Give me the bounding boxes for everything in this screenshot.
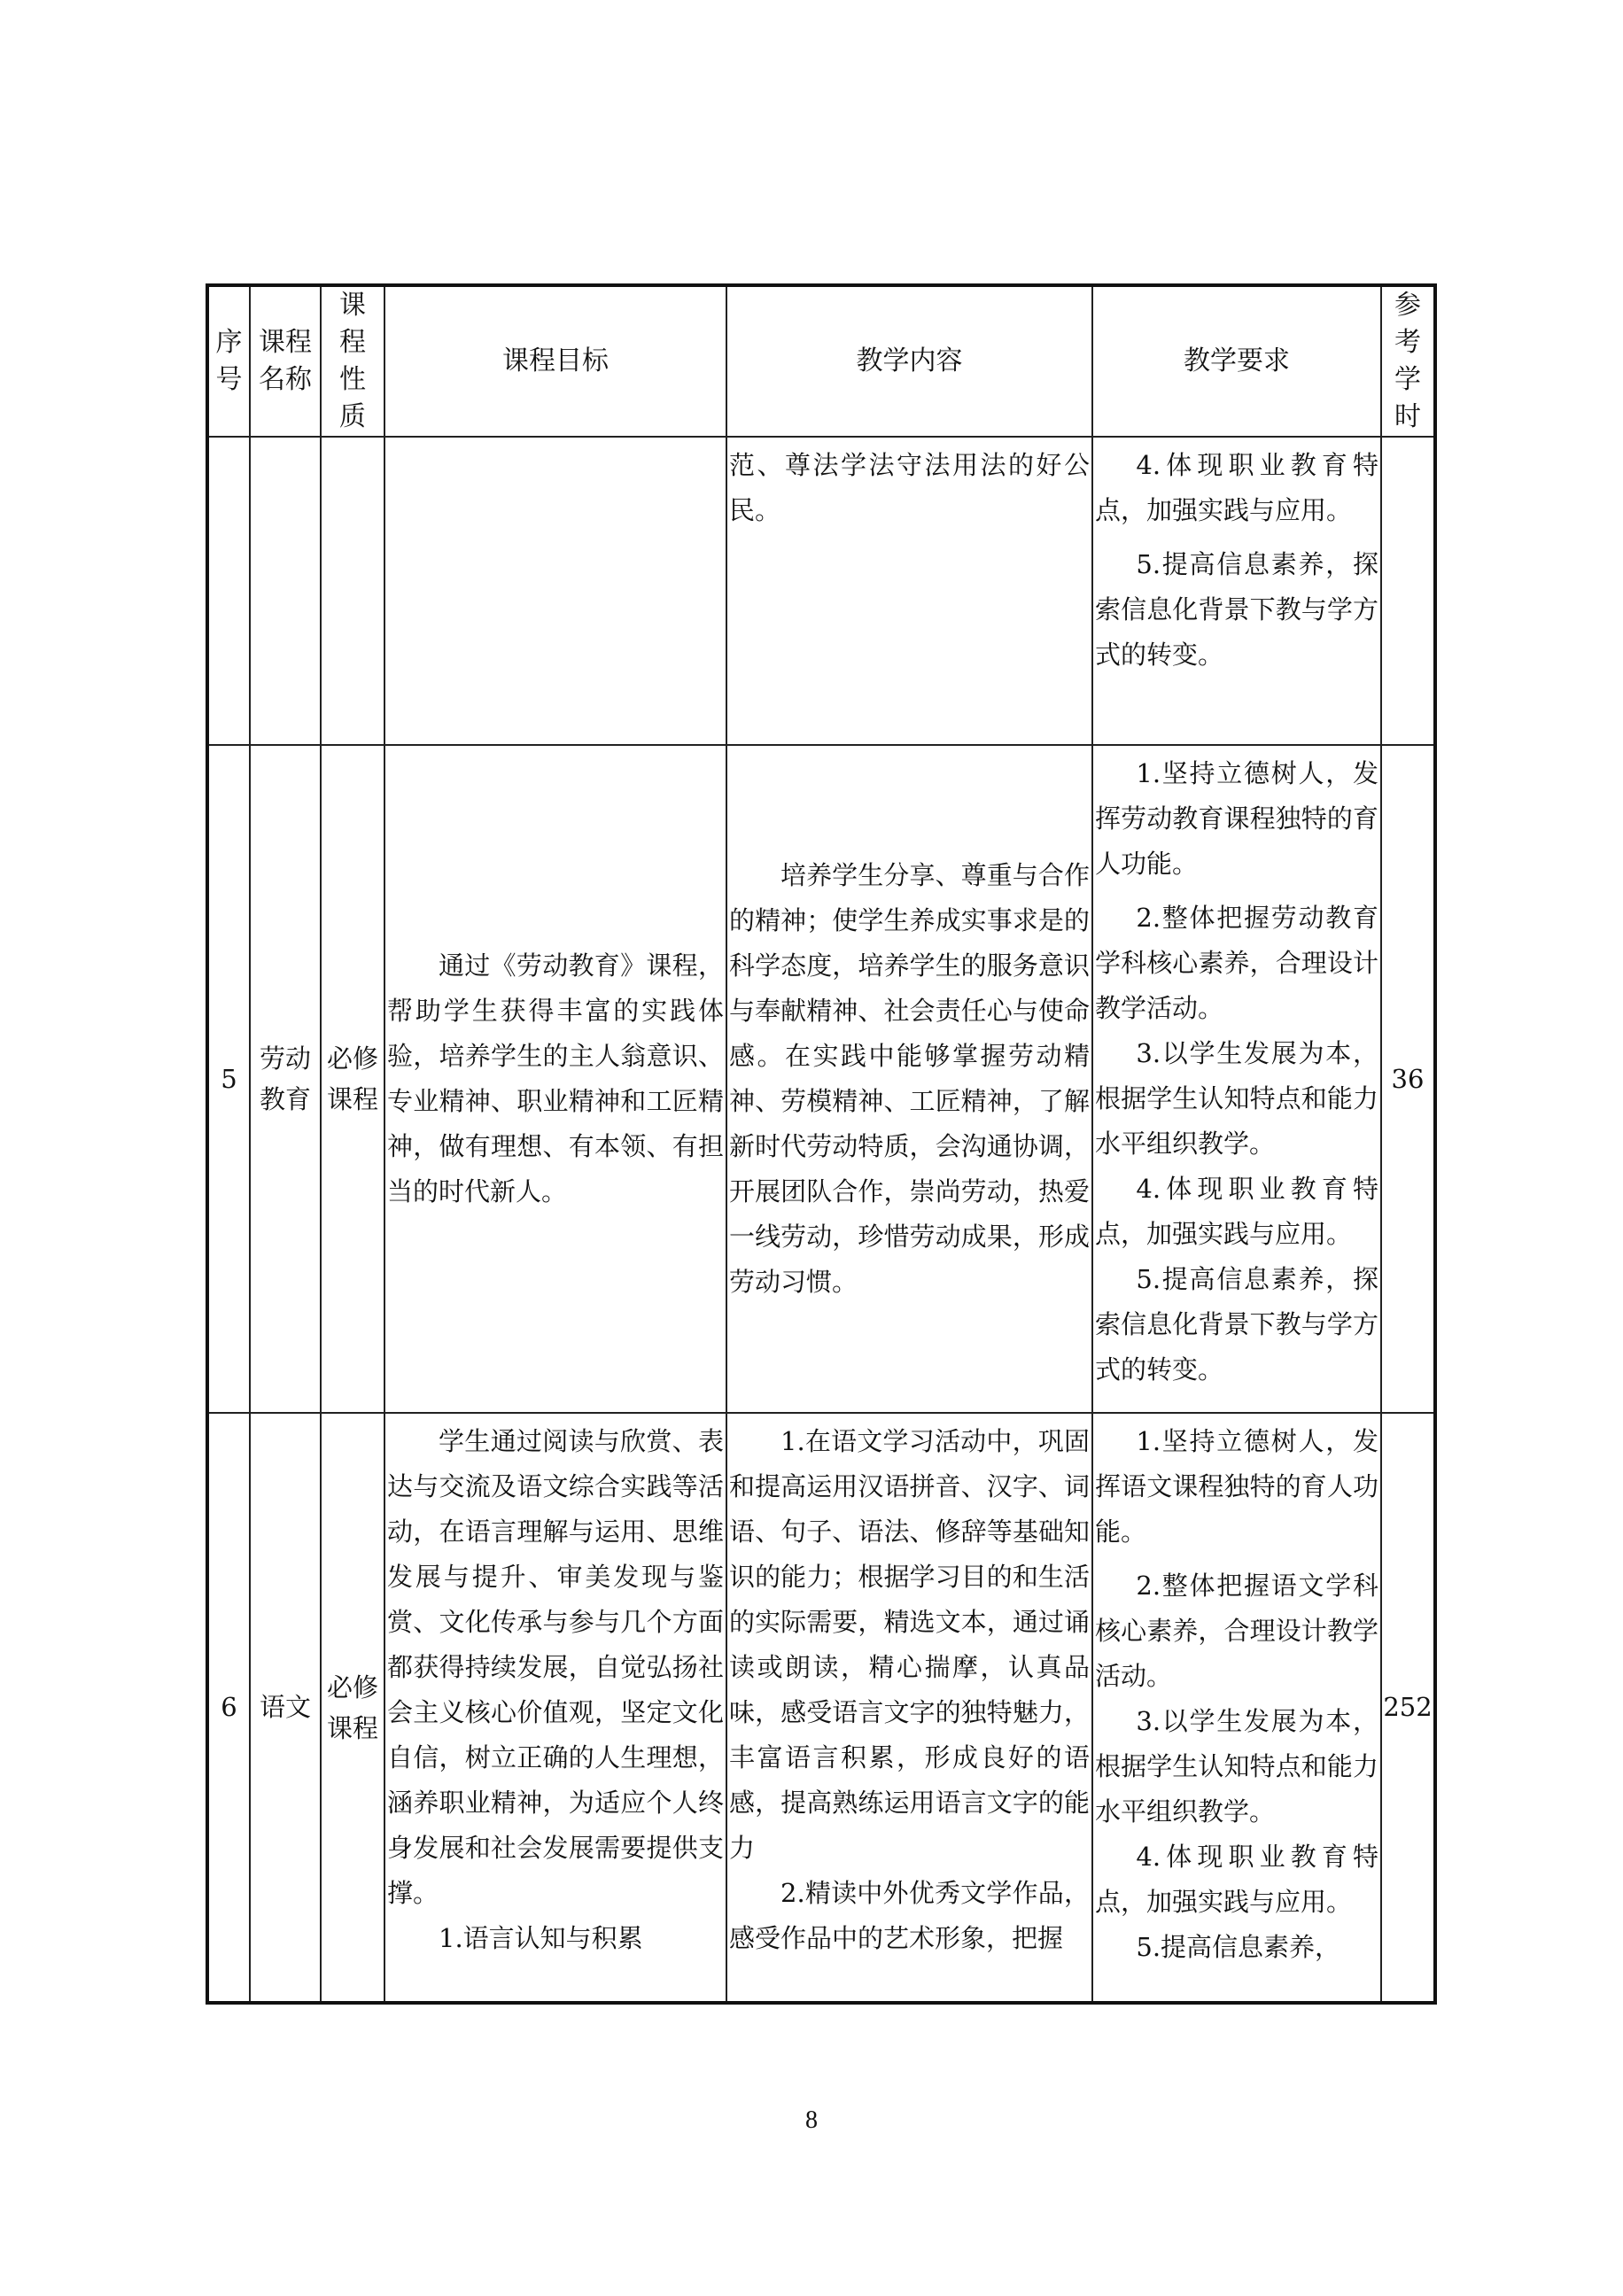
- row-content-text: 1.在语文学习活动中，巩固和提高运用汉语拼音、汉字、词语、句子、语法、修辞等基础知识的能力；根据学习目的和生活的实际需要，精选文本，通过诵读或朗读，精心揣摩，认真品味，感受语言文字的独特魅力，丰富语言积累，形成良好的语感，提高熟练运用语言文字的能力: [729, 1426, 1090, 1863]
- header-name: 课程名称: [250, 285, 321, 437]
- table-row: [207, 745, 1435, 1413]
- cont-goal: [384, 437, 726, 745]
- cont-type: [321, 437, 384, 745]
- row-goal-text: 通过《劳动教育》课程，帮助学生获得丰富的实践体验，培养学生的主人翁意识、专业精神、职业精神和工匠精神，做有理想、有本领、有担当的时代新人。: [387, 950, 724, 1206]
- cont-content: [726, 437, 1092, 745]
- header-goal: 课程目标: [384, 285, 726, 437]
- req-item: 5.提高信息素养，: [1136, 1932, 1341, 1962]
- row-goal-text: 学生通过阅读与欣赏、表达与交流及语文综合实践等活动，在语言理解与运用、思维发展与提升、审美发现与鉴赏、文化传承与参与几个方面都获得持续发展，自觉弘扬社会主义核心价值观，坚定文化自信，树立正确的人生理想，涵养职业精神，为适应个人终身发展和社会发展需要提供支撑。: [387, 1426, 724, 1908]
- cont-name: [250, 437, 321, 745]
- req-item: 2.整体把握语文学科核心素养，合理设计教学活动。: [1095, 1571, 1378, 1691]
- table-row-continuation: [207, 437, 1435, 745]
- cont-req-item: 5.提高信息素养，探索信息化背景下教与学方式的转变。: [1095, 549, 1378, 670]
- req-item: 4.体现职业教育特点，加强实践与应用。: [1095, 1174, 1378, 1249]
- req-item: 3.以学生发展为本，根据学生认知特点和能力水平组织教学。: [1095, 1038, 1378, 1159]
- header-seq: 序号: [207, 285, 250, 437]
- row-seq: 5: [207, 745, 250, 1413]
- row-goal: [384, 1413, 726, 2003]
- header-content: 教学内容: [726, 285, 1092, 437]
- req-item: 1.坚持立德树人，发挥劳动教育课程独特的育人功能。: [1095, 758, 1378, 879]
- cont-hours: [1381, 437, 1435, 745]
- row-req: [1092, 745, 1381, 1413]
- header-hours: 参考学时: [1381, 285, 1435, 437]
- header-req: 教学要求: [1092, 285, 1381, 437]
- row-content-text: 培养学生分享、尊重与合作的精神；使学生养成实事求是的科学态度，培养学生的服务意识与奉献精神、社会责任心与使命感。在实践中能够掌握劳动精神、劳模精神、工匠精神，了解新时代劳动特质，会沟通协调，开展团队合作，崇尚劳动，热爱一线劳动，珍惜劳动成果，形成劳动习惯。: [729, 860, 1090, 1297]
- cont-content-text: 范、尊法学法守法用法的好公民。: [729, 450, 1090, 525]
- table-row: [207, 1413, 1435, 2003]
- row-seq: 6: [207, 1413, 250, 2003]
- row-hours: 36: [1381, 745, 1435, 1413]
- req-item: 1.坚持立德树人，发挥语文课程独特的育人功能。: [1095, 1426, 1378, 1547]
- header-row: [207, 285, 1435, 437]
- row-goal-text: 1.语言认知与积累: [439, 1923, 643, 1953]
- req-item: 3.以学生发展为本，根据学生认知特点和能力水平组织教学。: [1095, 1706, 1378, 1827]
- header-type: 课程性质: [321, 285, 384, 437]
- row-type: 必修课程: [321, 1413, 384, 2003]
- req-item: 2.整体把握劳动教育学科核心素养，合理设计教学活动。: [1095, 903, 1378, 1023]
- page-number: 8: [805, 2106, 818, 2134]
- row-goal: [384, 745, 726, 1413]
- cont-req-item: 4.体现职业教育特点，加强实践与应用。: [1095, 450, 1378, 525]
- row-hours: 252: [1381, 1413, 1435, 2003]
- cont-seq: [207, 437, 250, 745]
- row-content: [726, 745, 1092, 1413]
- row-req: [1092, 1413, 1381, 2003]
- req-item: 4.体现职业教育特点，加强实践与应用。: [1095, 1842, 1378, 1917]
- row-content-text: 2.精读中外优秀文学作品，感受作品中的艺术形象，把握: [729, 1878, 1090, 1953]
- row-name: 劳动教育: [250, 745, 321, 1413]
- course-table: [206, 283, 1437, 2005]
- row-content: [726, 1413, 1092, 2003]
- req-item: 5.提高信息素养，探索信息化背景下教与学方式的转变。: [1095, 1264, 1378, 1385]
- row-type: 必修课程: [321, 745, 384, 1413]
- row-name: 语文: [250, 1413, 321, 2003]
- cont-req: [1092, 437, 1381, 745]
